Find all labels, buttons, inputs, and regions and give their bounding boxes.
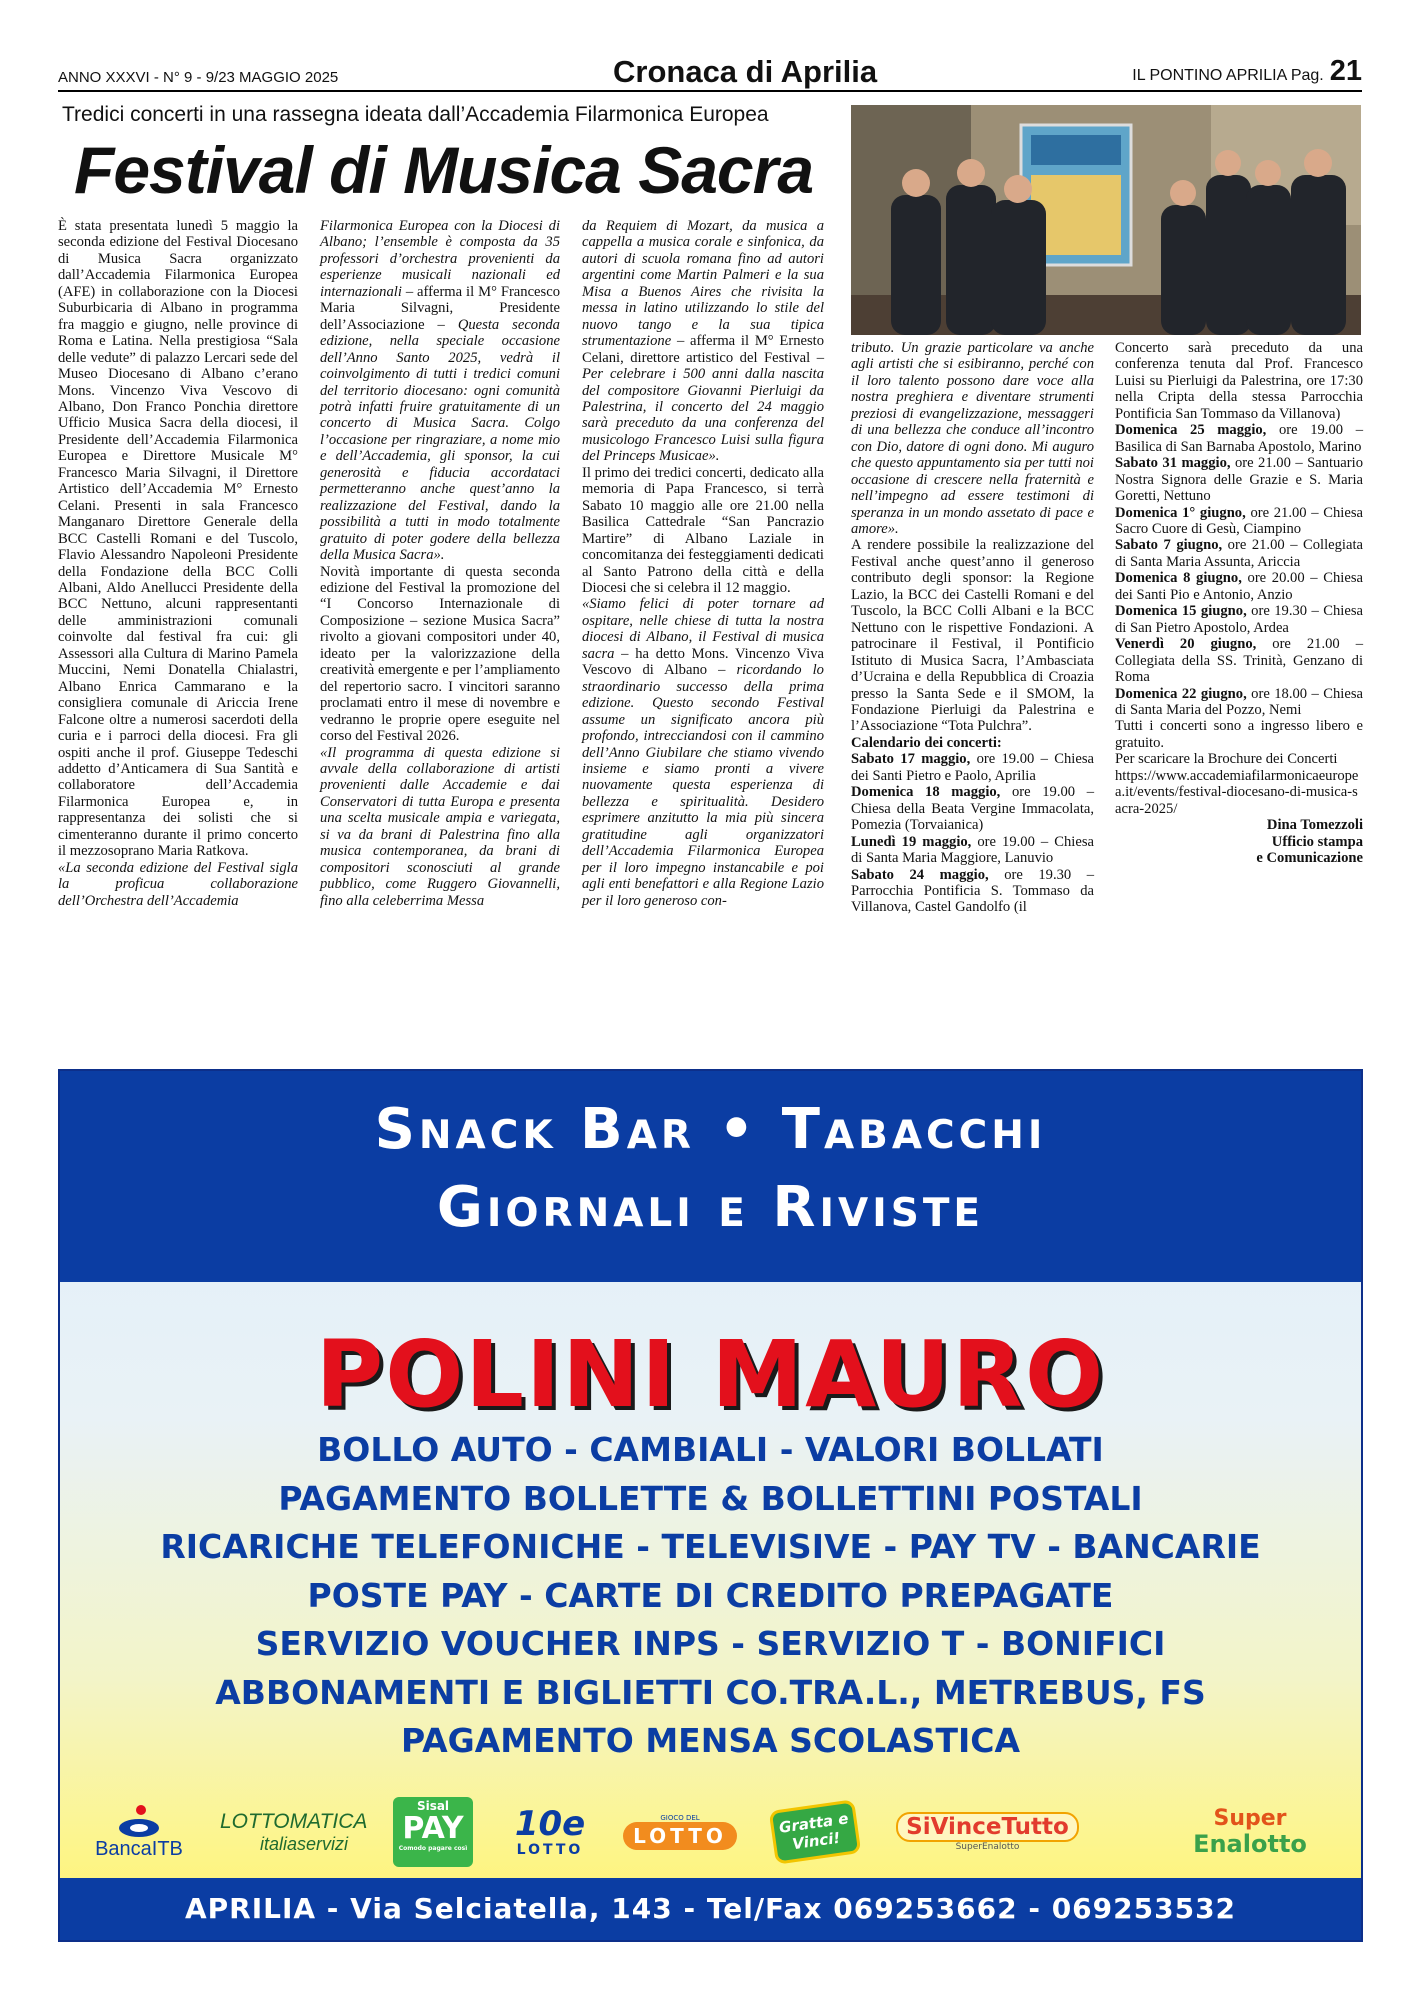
article-headline: Festival di Musica Sacra (74, 133, 814, 207)
10elotto-word: LOTTO (516, 1842, 584, 1858)
author-office-2: e Comunicazione (1256, 850, 1363, 867)
calendar-venue: ore 19.00 – Basilica di San Barnaba Apostolo, Marino (1115, 422, 1363, 455)
paper-name (1132, 55, 1362, 88)
calendar-venue: ore 19.30 – Parrocchia Pontificia S. Tommaso da Villanova, Castel Gandolfo (il (851, 866, 1094, 916)
quote-text: Per celebrare i 500 anni dalla nascita del compositore Giovanni Pierluigi da Palestrina, il concerto del 24 maggio sarà preceduto da una conferenza del musicologo Francesco Luisi sulla figura del Princeps Musicae». (582, 366, 824, 465)
calendar-venue: ore 21.00 – Santuario Nostra Signora delle Grazie e S. Maria Goretti, Nettuno (1115, 455, 1363, 505)
calendar-date: Venerdì 20 giugno, (1115, 636, 1257, 653)
paragraph: Concerto sarà preceduto da una conferenza tenuta dal Prof. Francesco Luisi su Pierluigi da Palestrina, ore 17:30 nella Cripta della stessa Parrocchia Pontificia San Tommaso da Villanova) (1115, 340, 1363, 422)
pay-subtext: Comodo pagare così (398, 1845, 468, 1852)
calendar-venue: ore 21.00 – Collegiata di Santa Maria Assunta, Ariccia (1115, 537, 1363, 570)
calendar-entry (1115, 422, 1363, 455)
calendar-date: Lunedì 19 maggio, (851, 833, 972, 850)
calendar-venue: ore 19.00 – Chiesa di Santa Maria Maggiore, Lanuvio (851, 833, 1094, 867)
ad-service-line: PAGAMENTO MENSA SCOLASTICA (400, 1721, 1021, 1760)
sivincetutto-logo (885, 1796, 1090, 1868)
quote-text: ricordando lo straordinario successo della prima edizione. Questo secondo Festival assume un significato ancora più profondo, intrecciandosi con il cammino dell’Anno Giubilare che stiamo vivendo insieme e siamo pronti a vivere nuovamente questa esperienza di bellezza e spiritualità. Desidero esprimere anzitutto la mia più sincera gratitudine agli organizzatori dell’Accademia Filarmonica Europea per il loro impegno instancabile e poi agli enti benefattori e alla Regione Lazio per il loro generoso con- (582, 662, 824, 909)
ad-business-name: POLINI MAURO (315, 1321, 1106, 1428)
paragraph: «La seconda edizione del Festival sigla la proficua collaborazione dell’Orchestra dell’Accademia (58, 859, 298, 909)
quote-text: «Siamo felici di poter tornare ad ospitare, nelle chiese di tutta la nostra diocesi di Albano, il Festival di musica sacra (582, 596, 824, 662)
gratta-e-vinci-text: Gratta e Vinci! (769, 1799, 862, 1864)
article-column-4 (851, 340, 1094, 916)
calendar-date: Domenica 15 giugno, (1115, 603, 1247, 620)
page-header (58, 54, 1362, 92)
calendar-entry (1115, 537, 1363, 570)
pay-text: PAY (402, 1811, 464, 1846)
attribution: – afferma il M° Francesco Maria Silvagni, Presidente dell’Associazione – (320, 283, 560, 333)
article-column-5 (1115, 340, 1363, 867)
ad-service-line: ABBONAMENTI E BIGLIETTI CO.TRA.L., METREBUS, FS (215, 1672, 1206, 1712)
banca-itb-text: BancaITB (95, 1837, 183, 1860)
paragraph (582, 218, 824, 465)
calendar-entry (1115, 686, 1363, 719)
gratta-e-vinci-logo (765, 1796, 865, 1868)
calendar-date: Domenica 8 giugno, (1115, 570, 1242, 587)
banca-itb-icon (117, 1804, 161, 1838)
banca-itb-logo (74, 1796, 204, 1868)
calendar-venue: ore 19.00 – Chiesa dei Santi Pietro e Paolo, Aprilia (851, 751, 1094, 784)
lotto-text: LOTTO (623, 1822, 737, 1850)
calendar-entry (1115, 455, 1363, 504)
quote-text: Filarmonica Europea con la Diocesi di Albano; l’ensemble è composta da 35 professori d’orchestra provenienti da esperienze musicali nazionali ed internazionali (320, 218, 560, 300)
issue-info: ANNO XXXVI - N° 9 - 9/23 MAGGIO 2025 (58, 69, 339, 86)
quote-text: da Requiem di Mozart, da musica a cappella a musica corale e sinfonica, da autori di scuola romana fino ad autori argentini come Martin Palmeri e la sua Misa a Buenos Aires che rivisita la messa in latino utilizzando lo stile del nuovo tango e la sua tipica strumentazione (582, 218, 824, 350)
attribution: – ha detto Mons. Vincenzo Viva Vescovo di Albano – (582, 645, 824, 679)
calendar-date: Sabato 17 maggio, (851, 751, 971, 768)
paragraph: Il primo dei tredici concerti, dedicato alla memoria di Papa Francesco, si terrà Sabato 10 maggio alle ore 21.00 nella Basilica Cattedrale “San Pancrazio Martire” di Albano Laziale in concomitanza dei festeggiamenti dedicati al Santo Patrono della città e della Diocesi che si celebra il 12 maggio. (582, 464, 824, 596)
article-photo (851, 105, 1361, 335)
article-column-1 (58, 218, 298, 909)
paragraph: tributo. Un grazie particolare va anche agli artisti che si esibiranno, perché con il loro talento possono dare voce alla nostra preghiera e diventare strumenti preziosi di evangelizzazione, messaggeri di una bellezza che conduce all’incontro con Dio, datore di ogni dono. Mi auguro che questo appuntamento sia per tutti noi occasione di crescere nella fraternità e nell’impegno ad essere testimoni di speranza in un mondo assetato di pace e amore». (851, 340, 1094, 537)
sisal-pay-badge (393, 1797, 473, 1867)
calendar-entry (1115, 570, 1363, 603)
paragraph: Tutti i concerti sono a ingresso libero e gratuito. (1115, 718, 1363, 751)
sisal-text: Sisal (416, 1799, 450, 1813)
calendar-entry (1115, 603, 1363, 636)
10elotto-number: 10e (514, 1804, 586, 1844)
ad-title-line-1: Snack Bar • Tabacchi (374, 1097, 1047, 1162)
calendar-entry (851, 867, 1094, 916)
lotto-top-text: GIOCO DEL (660, 1814, 700, 1822)
calendar-entry (851, 834, 1094, 867)
calendar-date: Domenica 1° giugno, (1115, 504, 1246, 521)
sisal-pay-logo (388, 1796, 478, 1868)
paper-label: IL PONTINO APRILIA Pag. (1132, 67, 1324, 84)
ad-logos-row (60, 1786, 1361, 1881)
author-name: Dina Tomezzoli (1266, 817, 1363, 834)
sivincetutto-text: SiVinceTutto (896, 1812, 1079, 1842)
ad-service-line: BOLLO AUTO - CAMBIALI - VALORI BOLLATI (317, 1430, 1104, 1469)
group-photo-illustration (851, 105, 1361, 335)
calendar-heading (851, 735, 1094, 751)
calendar-venue: ore 18.00 – Chiesa di Santa Maria del Pozzo, Nemi (1115, 685, 1363, 718)
paragraph: A rendere possibile la realizzazione del Festival anche quest’anno il generoso contributo degli sponsor: la Regione Lazio, la BCC dei Castelli Romani e del Tuscolo, la BCC Colli Albani e la BCC Nettuno con le rispettive Fondazioni. A patrocinare il Festival, il Pontificio Istituto di Musica Sacra, l’Ambasciata d’Ucraina e della Repubblica di Croazia presso la Santa Sede e il SMOM, la Fondazione Pierluigi da Palestrina e l’Associazione “Tota Pulchra”. (851, 537, 1094, 735)
calendar-date: Domenica 22 giugno, (1115, 685, 1247, 702)
article-column-2 (320, 218, 560, 909)
calendar-venue: ore 21.00 – Chiesa Sacro Cuore di Gesù, Ciampino (1115, 504, 1363, 537)
10elotto-logo (500, 1796, 600, 1868)
paragraph (582, 596, 824, 909)
ad-top-banner (60, 1071, 1361, 1282)
calendar-venue: ore 19.00 – Chiesa della Beata Vergine Immacolata, Pomezia (Torvaianica) (851, 784, 1094, 834)
ad-service-line: RICARICHE TELEFONICHE - TELEVISIVE - PAY TV - BANCARIE (160, 1527, 1261, 1566)
attribution: – afferma il M° Ernesto Celani, direttore artistico del Festival – (582, 333, 824, 366)
calendar-entry (851, 751, 1094, 784)
calendar-title: Calendario dei concerti: (851, 734, 1002, 751)
superenalotto-text: Enalotto (1193, 1830, 1307, 1858)
calendar-venue: ore 19.30 – Chiesa di San Pietro Apostolo, Ardea (1115, 603, 1363, 636)
lotto-logo (615, 1796, 745, 1868)
ad-services-list (60, 1426, 1361, 1766)
section-title: Cronaca di Aprilia (613, 54, 878, 89)
ad-address-bar: APRILIA - Via Selciatella, 143 - Tel/Fax 069253662 - 069253532 (60, 1878, 1361, 1940)
author-office: Ufficio stampa (1271, 833, 1363, 850)
quote-text: Questa seconda edizione, nella speciale occasione dell’Anno Santo 2025, vedrà il coinvolgimento di tutti i tredici comuni del territorio diocesano: ogni comunità potrà infatti fruire gratuitamente di un concerto di Musica Sacra. Colgo l’occasione per ringraziare, a nome mio e dell’Accademia, gli sponsor, la cui generosità e fiducia accordataci permetteranno anche quest’anno la realizzazione del Festival, dando la possibilità a tutti in modo totalmente gratuito di poter godere della bellezza della Musica Sacra». (320, 316, 560, 564)
brochure-link[interactable]: https://www.accademiafilarmonicaeuropea.it/events/festival-diocesano-di-musica-sacra-2025/ (1115, 767, 1359, 817)
sivincetutto-subtext: SuperEnalotto (955, 1842, 1020, 1852)
lottomatica-subtext: italiaservizi (260, 1833, 349, 1854)
ad-service-line: POSTE PAY - CARTE DI CREDITO PREPAGATE (307, 1575, 1114, 1615)
calendar-entry (1115, 636, 1363, 685)
lottomatica-text: LOTTOMATICA (220, 1809, 368, 1833)
calendar-date: Domenica 18 maggio, (851, 784, 1001, 801)
paragraph: Per scaricare la Brochure dei Concerti (1115, 751, 1338, 768)
ad-service-line: PAGAMENTO BOLLETTE & BOLLETTINI POSTALI (278, 1478, 1143, 1518)
calendar-date: Sabato 7 giugno, (1115, 537, 1223, 554)
paragraph: Novità importante di questa seconda edizione del Festival la promozione del “I Concorso Internazionale di Composizione – sezione Musica Sacra” rivolto a giovani compositori under 40, ideato per la valorizzazione della creatività emergente e per l’ampliamento del repertorio sacro. I vincitori saranno proclamati entro il mese di novembre e vedranno le proprie opere eseguite nel corso del Festival 2026. (320, 563, 560, 745)
page-number: 21 (1329, 55, 1362, 87)
calendar-venue: ore 21.00 – Collegiata della SS. Trinità, Genzano di Roma (1115, 636, 1363, 686)
paragraph: «Il programma di questa edizione si avvale della collaborazione di artisti provenienti dalle Accademie e dai Conservatori di tutta Europa e presenta una scelta musicale ampia e variegata, si va da brani di Palestrina fino alla musica contemporanea, da brani di compositori sconosciuti al grande pubblico, come Ruggero Giovannelli, fino alla celeberrima Messa (320, 744, 560, 909)
advertisement (58, 1069, 1363, 1942)
ad-service-line: SERVIZIO VOUCHER INPS - SERVIZIO T - BONIFICI (255, 1624, 1166, 1663)
calendar-venue: ore 20.00 – Chiesa dei Santi Pio e Antonio, Anzio (1115, 570, 1363, 603)
article-kicker: Tredici concerti in una rassegna ideata dall’Accademia Filarmonica Europea (62, 103, 769, 126)
ad-title-line-2: Giornali e Riviste (436, 1175, 985, 1240)
calendar-entry (851, 784, 1094, 833)
calendar-date: Sabato 31 maggio, (1115, 455, 1231, 472)
article-column-3 (582, 218, 824, 909)
calendar-date: Domenica 25 maggio, (1115, 422, 1267, 439)
paragraph: È stata presentata lunedì 5 maggio la seconda edizione del Festival Diocesano di Musica Sacra organizzato dall’Accademia Filarmonica Europea (AFE) in collaborazione con la Diocesi Suburbicaria di Albano in programma fra maggio e giugno, nelle province di Roma e Latina. Nella prestigiosa “Sala delle vedute” di palazzo Lercari sede del Museo Diocesano di Albano c’erano Mons. Vincenzo Viva Vescovo di Albano, Don Franco Ponchia direttore Ufficio Musica Sacra della diocesi, il Presidente dell’Accademia Filarmonica Europea e Direttore Musicale M° Francesco Maria Silvagni, il Direttore Artistico dell’Accademia M° Ernesto Celani. Presenti in sala Francesco Manganaro Direttore Generale della BCC Castelli Romani e del Tuscolo, Flavio Alessandro Napoleoni Presidente della Fondazione della BCC Colli Albani, Aldo Anellucci Presidente della BCC Nettuno, alcuni rappresentanti delle amministrazioni comunali coinvolte dal festival fra cui: gli Assessori alla Cultura di Marino Pamela Muccini, Nemi Donatella Chialastri, Albano Enrica Cammarano e la consigliera comunale di Ariccia Irene Falcone oltre a numerosi sacerdoti della curia e i parroci della diocesi. Fra gli ospiti anche il prof. Giuseppe Tedeschi addetto d’Anticamera di Sua Santità e collaboratore dell’Accademia Filarmonica Europea e, in rappresentanza dei solisti che si cimenteranno durante il primo concerto il mezzosoprano Maria Ratkova. (58, 218, 298, 860)
calendar-date: Sabato 24 maggio, (851, 866, 989, 883)
superenalotto-logo (1180, 1796, 1320, 1868)
superenalotto-top: Super (1213, 1806, 1287, 1831)
lottomatica-logo (220, 1796, 370, 1868)
calendar-entry (1115, 505, 1363, 538)
paragraph (320, 218, 560, 564)
